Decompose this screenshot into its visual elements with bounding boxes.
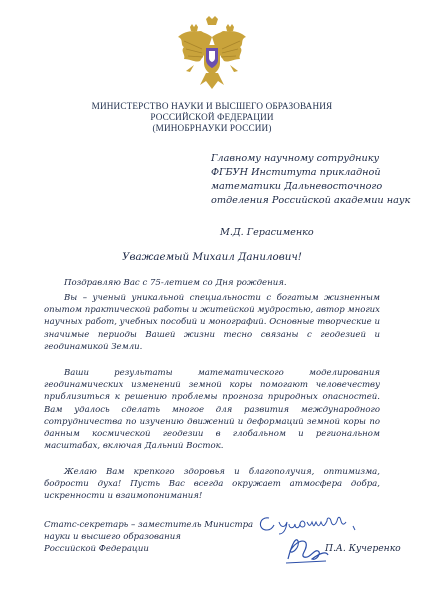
addressee-line1: Главному научному сотруднику bbox=[211, 153, 380, 164]
body-paragraph-1: Поздравляю Вас с 75-летием со Дня рождения. bbox=[64, 278, 287, 288]
double-headed-eagle-icon bbox=[176, 15, 248, 95]
body-paragraph-3: Ваши результаты математического моделирования геодинамических изменений земной коры помогают человечеству приблизиться к решению проблемы прогноза природных опасностей. Вам удалось сделать многое для развития международного сотрудничества по изучению движений и деформаций земной коры по данным космической геодезии в глобальном и региональном масштабах, включая Дальний Восток. bbox=[44, 368, 380, 452]
body-paragraph-4: Желаю Вам крепкого здоровья и благополучия, оптимизма, бодрости духа! Пусть Вас всегда окружает атмосфера добра, искренности и взаимопонимания! bbox=[44, 467, 380, 502]
addressee-line2: ФГБУН Института прикладной bbox=[211, 167, 381, 178]
body-paragraph-2: Вы – ученый уникальной специальности с богатым жизненным опытом практической работы и житейской мудростью, автор многих научных работ, учебных пособий и монографий. Основные творческие и значимые периоды Вашей жизни тесно связаны с геодезией и геодинамикой Земли. bbox=[44, 293, 380, 352]
signatory-name: П.А. Кучеренко bbox=[325, 543, 401, 554]
signatory-title bbox=[44, 519, 274, 556]
addressee-name: М.Д. Герасименко bbox=[220, 227, 314, 238]
ministry-name-line2: РОССИЙСКОЙ ФЕДЕРАЦИИ bbox=[150, 112, 274, 122]
ministry-name-line3: (МИНОБРНАУКИ РОССИИ) bbox=[152, 123, 272, 133]
addressee-line3: математики Дальневосточного bbox=[211, 181, 383, 192]
signatory-title-line2: науки и высшего образования bbox=[44, 532, 181, 543]
signatory-title-line3: Российской Федерации bbox=[44, 544, 149, 555]
ministry-name-line1: МИНИСТЕРСТВО НАУКИ И ВЫСШЕГО ОБРАЗОВАНИЯ bbox=[91, 101, 333, 111]
addressee-line4: отделения Российской академии наук bbox=[211, 195, 411, 206]
salutation: Уважаемый Михаил Данилович! bbox=[122, 251, 302, 263]
signatory-title-line1: Статс-секретарь – заместитель Министра bbox=[44, 520, 254, 530]
